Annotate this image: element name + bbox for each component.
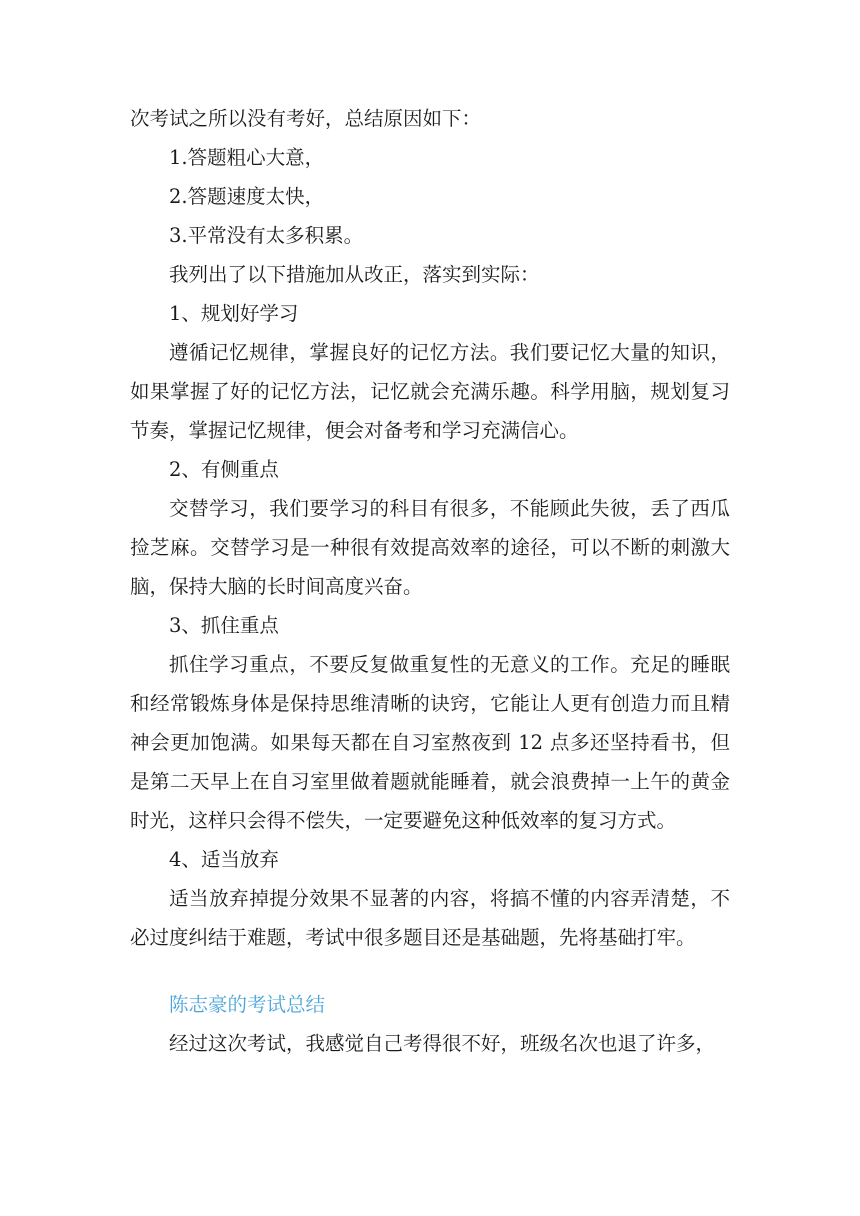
paragraph-key-points: 抓住学习重点，不要反复做重复性的无意义的工作。充足的睡眠和经常锻炼身体是保持思维清晰的诀窍，它能让人更有创造力而且精神会更加饱满。如果每天都在自习室熬夜到 12 点多还坚持看书，但是第二天早上在自习室里做着题就能睡着，就会浪费掉一上午的黄金时光，这样只会得不偿失，一定要避免这种低效率的复习方式。	[130, 653, 730, 832]
section-title: 陈志豪的考试总结	[169, 993, 326, 1016]
paragraph-intro: 次考试之所以没有考好，总结原因如下：	[130, 107, 482, 130]
paragraph-alternate: 交替学习，我们要学习的科目有很多，不能顾此失彼，丢了西瓜捡芝麻。交替学习是一种很有效提高效率的途径，可以不断的刺激大脑，保持大脑的长时间高度兴奋。	[130, 497, 730, 598]
subheading-focus: 2、有侧重点	[169, 458, 279, 481]
paragraph-memory: 遵循记忆规律，掌握良好的记忆方法。我们要记忆大量的知识，如果掌握了好的记忆方法，记忆就会充满乐趣。科学用脑，规划复习节奏，掌握记忆规律，便会对备考和学习充满信心。	[130, 341, 730, 442]
subheading-plan-study: 1、规划好学习	[169, 302, 299, 325]
subheading-key-points: 3、抓住重点	[169, 614, 279, 637]
paragraph-give-up: 适当放弃掉提分效果不显著的内容，将搞不懂的内容弄清楚，不必过度纠结于难题，考试中很多题目还是基础题，先将基础打牢。	[130, 887, 730, 949]
subheading-give-up: 4、适当放弃	[169, 848, 279, 871]
list-item-reason-3: 3.平常没有太多积累。	[169, 224, 364, 247]
section-gap	[130, 957, 730, 985]
paragraph-measures: 我列出了以下措施加从改正，落实到实际：	[169, 263, 540, 286]
list-item-reason-1: 1.答题粗心大意，	[169, 146, 325, 169]
paragraph-section2-intro: 经过这次考试，我感觉自己考得很不好，班级名次也退了许多，	[169, 1032, 716, 1055]
list-item-reason-2: 2.答题速度太快，	[169, 185, 325, 208]
